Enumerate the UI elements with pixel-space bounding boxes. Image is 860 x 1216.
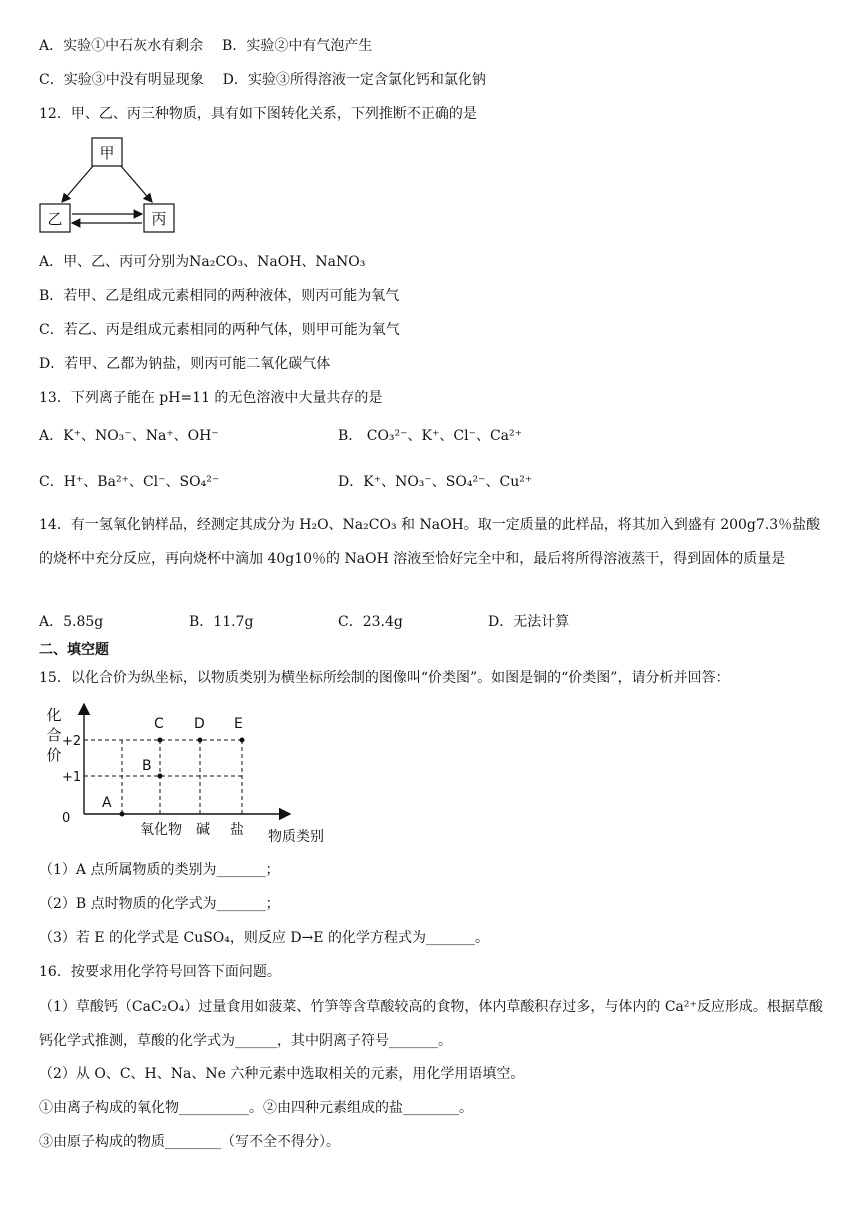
arrow-jia-to-yi <box>62 166 93 202</box>
q12-conversion-diagram <box>38 136 188 236</box>
point-label-b: B <box>142 758 152 774</box>
q15-valence-category-chart <box>40 700 340 848</box>
node-bing: 丙 <box>151 210 167 228</box>
q11-row2 <box>39 70 486 90</box>
q16-stem: 16．按要求用化学符号回答下面问题。 <box>39 964 281 980</box>
q15-stem: 15．以化合价为纵坐标，以物质类别为横坐标所绘制的图像叫“价类图”。如图是铜的“价类图”，请分析并回答： <box>39 670 730 686</box>
x-tick-salt: 盐 <box>230 822 244 838</box>
q12-option-d: D．若甲、乙都为钠盐，则丙可能二氧化碳气体 <box>39 356 331 372</box>
q14-option-c: C．23.4g <box>338 614 403 630</box>
q11-option-a: A．实验①中石灰水有剩余 <box>39 38 204 54</box>
y-axis-label-1: 化 <box>46 706 62 724</box>
x-axis-label: 物质类别 <box>268 829 324 845</box>
q11-row1 <box>39 36 372 56</box>
point-label-a: A <box>102 795 112 811</box>
q11-option-c: C．实验③中没有明显现象 <box>39 72 204 88</box>
point-label-d: D <box>194 716 205 732</box>
q16-sub2a: ①由离子构成的氧化物__________。②由四种元素组成的盐________。 <box>39 1100 473 1116</box>
q12-option-a-formula: Na₂CO₃、NaOH、NaNO₃ <box>189 254 366 270</box>
y-tick-zero: 0 <box>62 811 71 826</box>
y-axis-label-3: 价 <box>46 746 62 764</box>
point-label-e: E <box>234 716 243 732</box>
q16-sub2: （2）从 O、C、H、Na、Ne 六种元素中选取相关的元素，用化学用语填空。 <box>39 1066 525 1082</box>
q13-stem: 13．下列离子能在 pH=11 的无色溶液中大量共存的是 <box>39 390 383 406</box>
q16-sub2b: ③由原子构成的物质________（写不全不得分）。 <box>39 1134 340 1150</box>
q14-stem: 14．有一氢氧化钠样品，经测定其成分为 H₂O、Na₂CO₃ 和 NaOH。取一定质量的此样品，将其加入到盛有 200g7.3％盐酸的烧杯中充分反应，再向烧杯中滴加 40g10％的 NaOH 溶液至恰好完全中和，最后将所得溶液蒸干，得到固体的质量是 <box>39 517 821 567</box>
q15-sub3: （3）若 E 的化学式是 CuSO₄，则反应 D→E 的化学方程式为_______。 <box>39 930 489 946</box>
point-d <box>198 738 203 743</box>
x-tick-oxide: 氧化物 <box>140 822 182 838</box>
q12-option-c: C．若乙、丙是组成元素相同的两种气体，则甲可能为氧气 <box>39 322 400 338</box>
point-c <box>158 738 163 743</box>
y-tick-plus1: +1 <box>62 770 82 785</box>
q11-option-d: D．实验③所得溶液一定含氯化钙和氯化钠 <box>222 72 486 88</box>
q14-option-b: B．11.7g <box>189 614 254 630</box>
q12-option-a: A．甲、乙、丙可分别为Na₂CO₃、NaOH、NaNO₃ <box>39 254 366 270</box>
q12-stem: 12．甲、乙、丙三种物质，具有如下图转化关系，下列推断不正确的是 <box>39 106 477 122</box>
q14-option-d: D．无法计算 <box>488 614 570 630</box>
q13-option-c: C．H⁺、Ba²⁺、Cl⁻、SO₄²⁻ <box>39 474 220 490</box>
point-e <box>240 738 245 743</box>
point-b <box>158 774 163 779</box>
q16-sub1: （1）草酸钙（CaC₂O₄）过量食用如菠菜、竹笋等含草酸较高的食物，体内草酸积存过多，与体内的 Ca²⁺反应形成。根据草酸钙化学式推测，草酸的化学式为______，其中阴离子符号_______。 <box>39 999 823 1049</box>
x-tick-base: 碱 <box>196 822 210 838</box>
q15-sub2: （2）B 点时物质的化学式为_______； <box>39 896 280 912</box>
q13-option-a: A．K⁺、NO₃⁻、Na⁺、OH⁻ <box>39 428 219 444</box>
q11-option-b: B．实验②中有气泡产生 <box>222 38 373 54</box>
point-a <box>120 812 125 817</box>
y-axis-label-2: 合 <box>46 726 62 744</box>
q12-option-b: B．若甲、乙是组成元素相同的两种液体，则丙可能为氧气 <box>39 288 400 304</box>
q13-option-b: B． CO₃²⁻、K⁺、Cl⁻、Ca²⁺ <box>338 428 523 444</box>
q13-option-d: D．K⁺、NO₃⁻、SO₄²⁻、Cu²⁺ <box>338 474 533 490</box>
q15-sub1: （1）A 点所属物质的类别为_______； <box>39 862 280 878</box>
q14-option-a: A．5.85g <box>39 614 104 630</box>
arrow-jia-to-bing <box>121 166 152 202</box>
section-heading: 二、填空题 <box>39 642 109 658</box>
y-tick-plus2: +2 <box>62 734 82 749</box>
node-yi: 乙 <box>47 210 63 228</box>
node-jia: 甲 <box>99 144 115 162</box>
point-label-c: C <box>154 716 164 732</box>
